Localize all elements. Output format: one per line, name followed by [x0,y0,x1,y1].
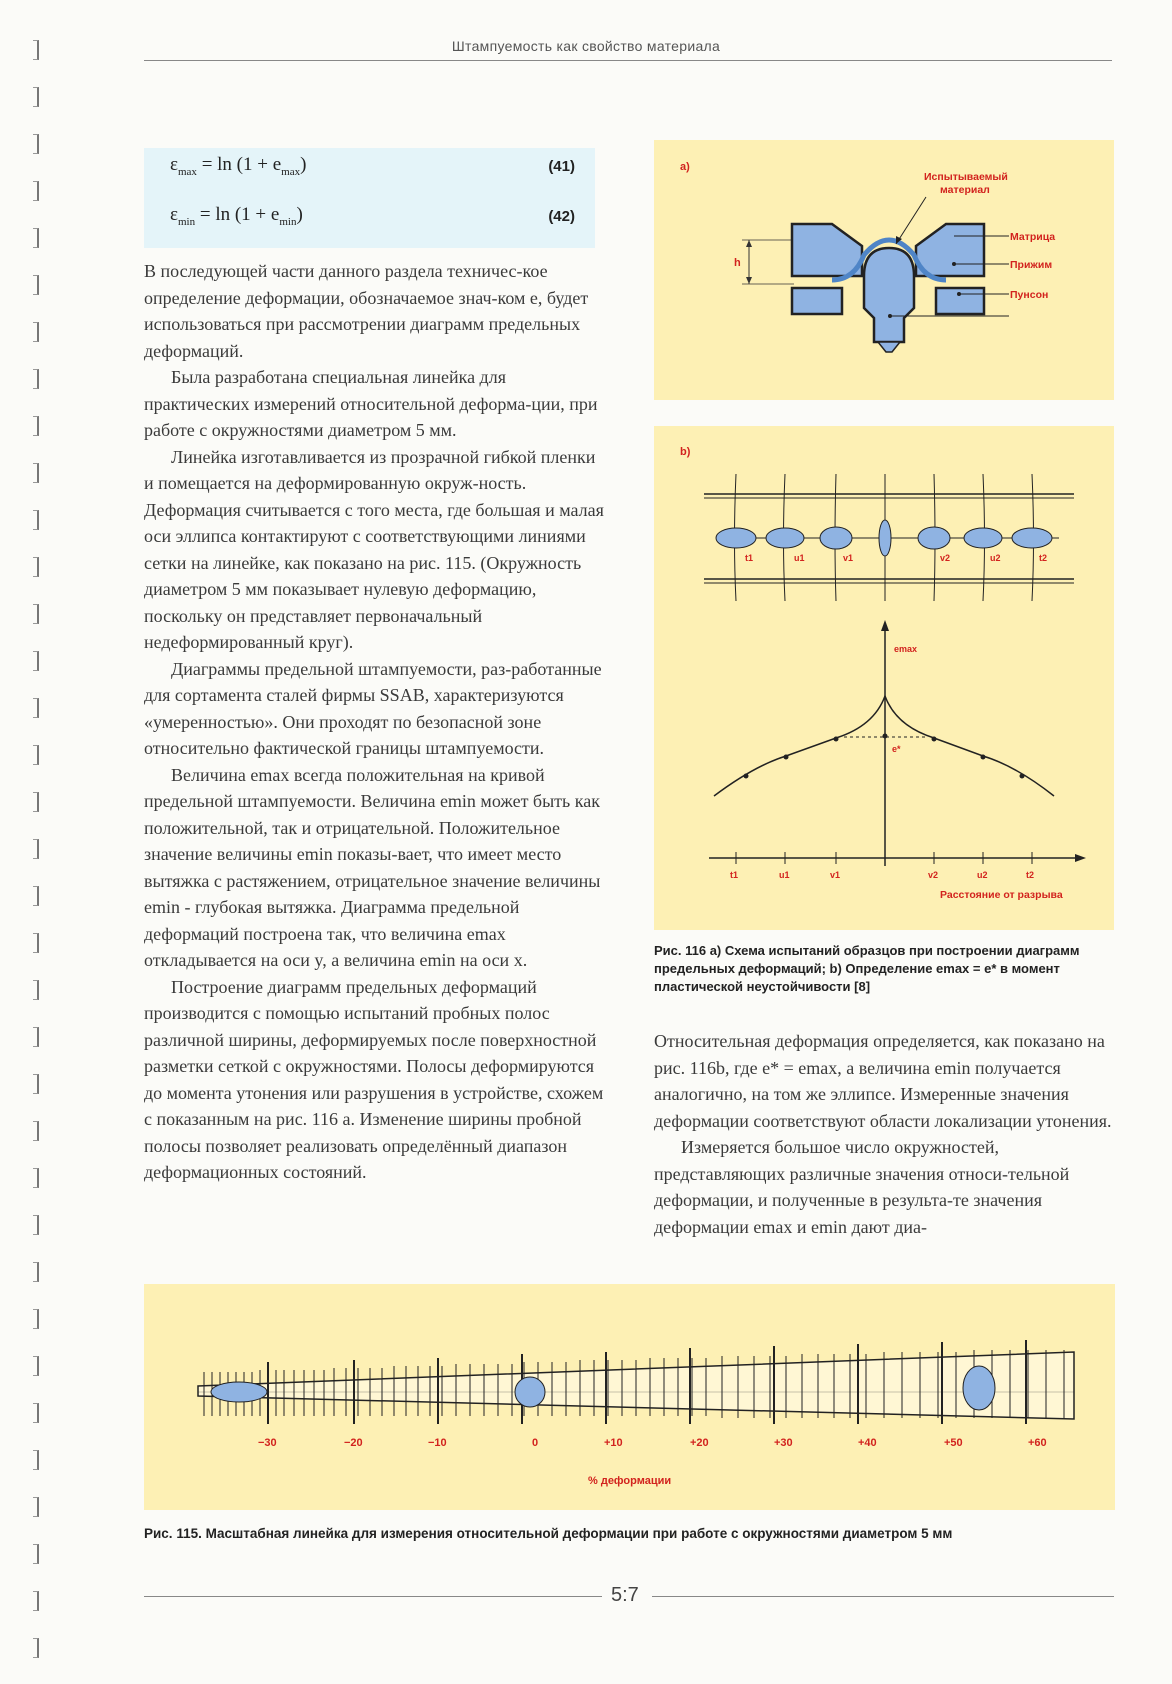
tick-label--30: −30 [258,1437,277,1449]
paragraph: Диаграммы предельной штампуемости, раз-работанные для сортамента сталей фирмы SSAB, характеризуются «умеренностью». Они проходят по безопасной зоне относительно фактической границы штампуемости. [144,658,602,758]
left-column [144,258,604,1186]
paragraph: Построение диаграмм предельных деформаций производится с помощью испытаний пробных полос различной ширины, деформируемых после поверхностной разметки сеткой с окружностями. Полосы деформируются до момента утонения или разрушения в устройстве, схожем с показанным на рис. 116 a. Изменение ширины пробной полосы позволяет реализовать определённый диапазон деформационных состояний. [144,976,604,1182]
paragraph: В последующей части данного раздела техничес-кое определение деформации, обозначаемое знач-ком e, будет использоваться при рассмотрении диаграмм предельных деформаций. [144,261,589,361]
figure-115 [144,1284,1115,1510]
material-label-1: Испытываемый [924,171,1008,183]
ruler-graphic [144,1284,1115,1510]
x-tick-v1: v1 [830,870,841,880]
tick-label--20: −20 [344,1437,363,1449]
e-star-label: e* [892,744,901,754]
strip-mark-u1: u1 [794,553,805,563]
figure-116-caption: Рис. 116 a) Схема испытаний образцов при построении диаграмм предельных деформаций; b) Определение emax = e* в момент пластической неустойчивости [8] [654,943,1080,994]
formula-42: $\varepsilon_{min} = \ln (1 + e_{min})$ [170,204,303,228]
header-rule [144,60,1112,61]
strip-mark-v2: v2 [940,553,951,563]
die-label: Матрица [1010,231,1056,243]
tick-label-10: +10 [604,1437,623,1449]
material-label-2: материал [940,184,990,196]
x-axis-label: Расстояние от разрыва [940,889,1063,901]
tick-label--10: −10 [428,1437,447,1449]
x-tick-t2: t2 [1026,870,1035,880]
formula-42-number: (42) [548,208,575,225]
x-tick-t1: t1 [730,870,739,880]
holder-label: Прижим [1010,259,1053,271]
tick-label-20: +20 [690,1437,709,1449]
paragraph: Линейка изготавливается из прозрачной гибкой пленки и помещается на деформированную окруж-ность. Деформация считывается с того места, где большая и малая оси эллипса контактируют с соответствующими линиями сетки на линейке, как показано на рис. 115. (Окружность диаметром 5 мм показывает нулевую деформацию, поскольку он представляет первоначальный недеформированный круг). [144,446,604,652]
press-schematic [654,140,1114,400]
paragraph: Величина emax всегда положительная на кривой предельной штампуемости. Величина emin может быть как положительной, так и отрицательной. Положительное значение величины emin показы-вает, что имеет место вытяжка с растяжением, отрицательное значение величины emin - глубокая вытяжка. Диаграмма предельной деформаций построена так, что величина emax откладывается на оси y, а величина emin на оси x. [144,764,601,970]
footer-rule-right [652,1596,1114,1597]
binder-holes [33,30,43,1670]
x-tick-v2: v2 [928,870,939,880]
punch-label: Пунсон [1010,289,1049,301]
running-head: Штампуемость как свойство материала [451,38,721,54]
figure-116a [654,140,1114,400]
y-axis-label: emax [894,644,918,654]
strip-mark-v1: v1 [843,553,854,563]
panel-a-label: a) [680,161,690,173]
formula-41-number: (41) [548,158,575,175]
tick-label-60: +60 [1028,1437,1047,1449]
x-tick-u2: u2 [977,870,988,880]
figure-115-caption: Рис. 115. Масштабная линейка для измерения относительной деформации при работе с окружностями диаметром 5 мм [144,1526,953,1541]
figure-116b [654,426,1114,930]
right-column [654,1028,1114,1240]
strip-mark-t2: t2 [1039,553,1048,563]
panel-b-label: b) [680,446,691,458]
paragraph: Измеряется большое число окружностей, представляющих различные значения относи-тельной деформации, и полученные в результа-те значения деформации emax и emin дают диа- [654,1137,1070,1237]
page-number: 5:7 [611,1584,639,1606]
formula-box [144,148,595,248]
tick-label-30: +30 [774,1437,793,1449]
strip-mark-t1: t1 [745,553,754,563]
paragraph: Была разработана специальная линейка для практических измерений относительной деформа-ции, при работе с окружностями диаметром 5 мм. [144,367,598,440]
strip-mark-u2: u2 [990,553,1001,563]
x-tick-u1: u1 [779,870,790,880]
paragraph: Относительная деформация определяется, как показано на рис. 116b, где e* = emax, а величина emin получается аналогично, на том же эллипсе. Измеренные значения деформации соответствуют области локализации утонения. [654,1031,1112,1131]
h-label: h [734,257,741,269]
axis-label: % деформации [588,1475,672,1487]
footer-rule-left [144,1596,602,1597]
formula-41: $\varepsilon_{max} = \ln (1 + e_{max})$ [170,154,307,178]
tick-label-50: +50 [944,1437,963,1449]
tick-label-0: 0 [532,1437,539,1449]
strain-graph [654,426,1114,930]
tick-label-40: +40 [858,1437,877,1449]
